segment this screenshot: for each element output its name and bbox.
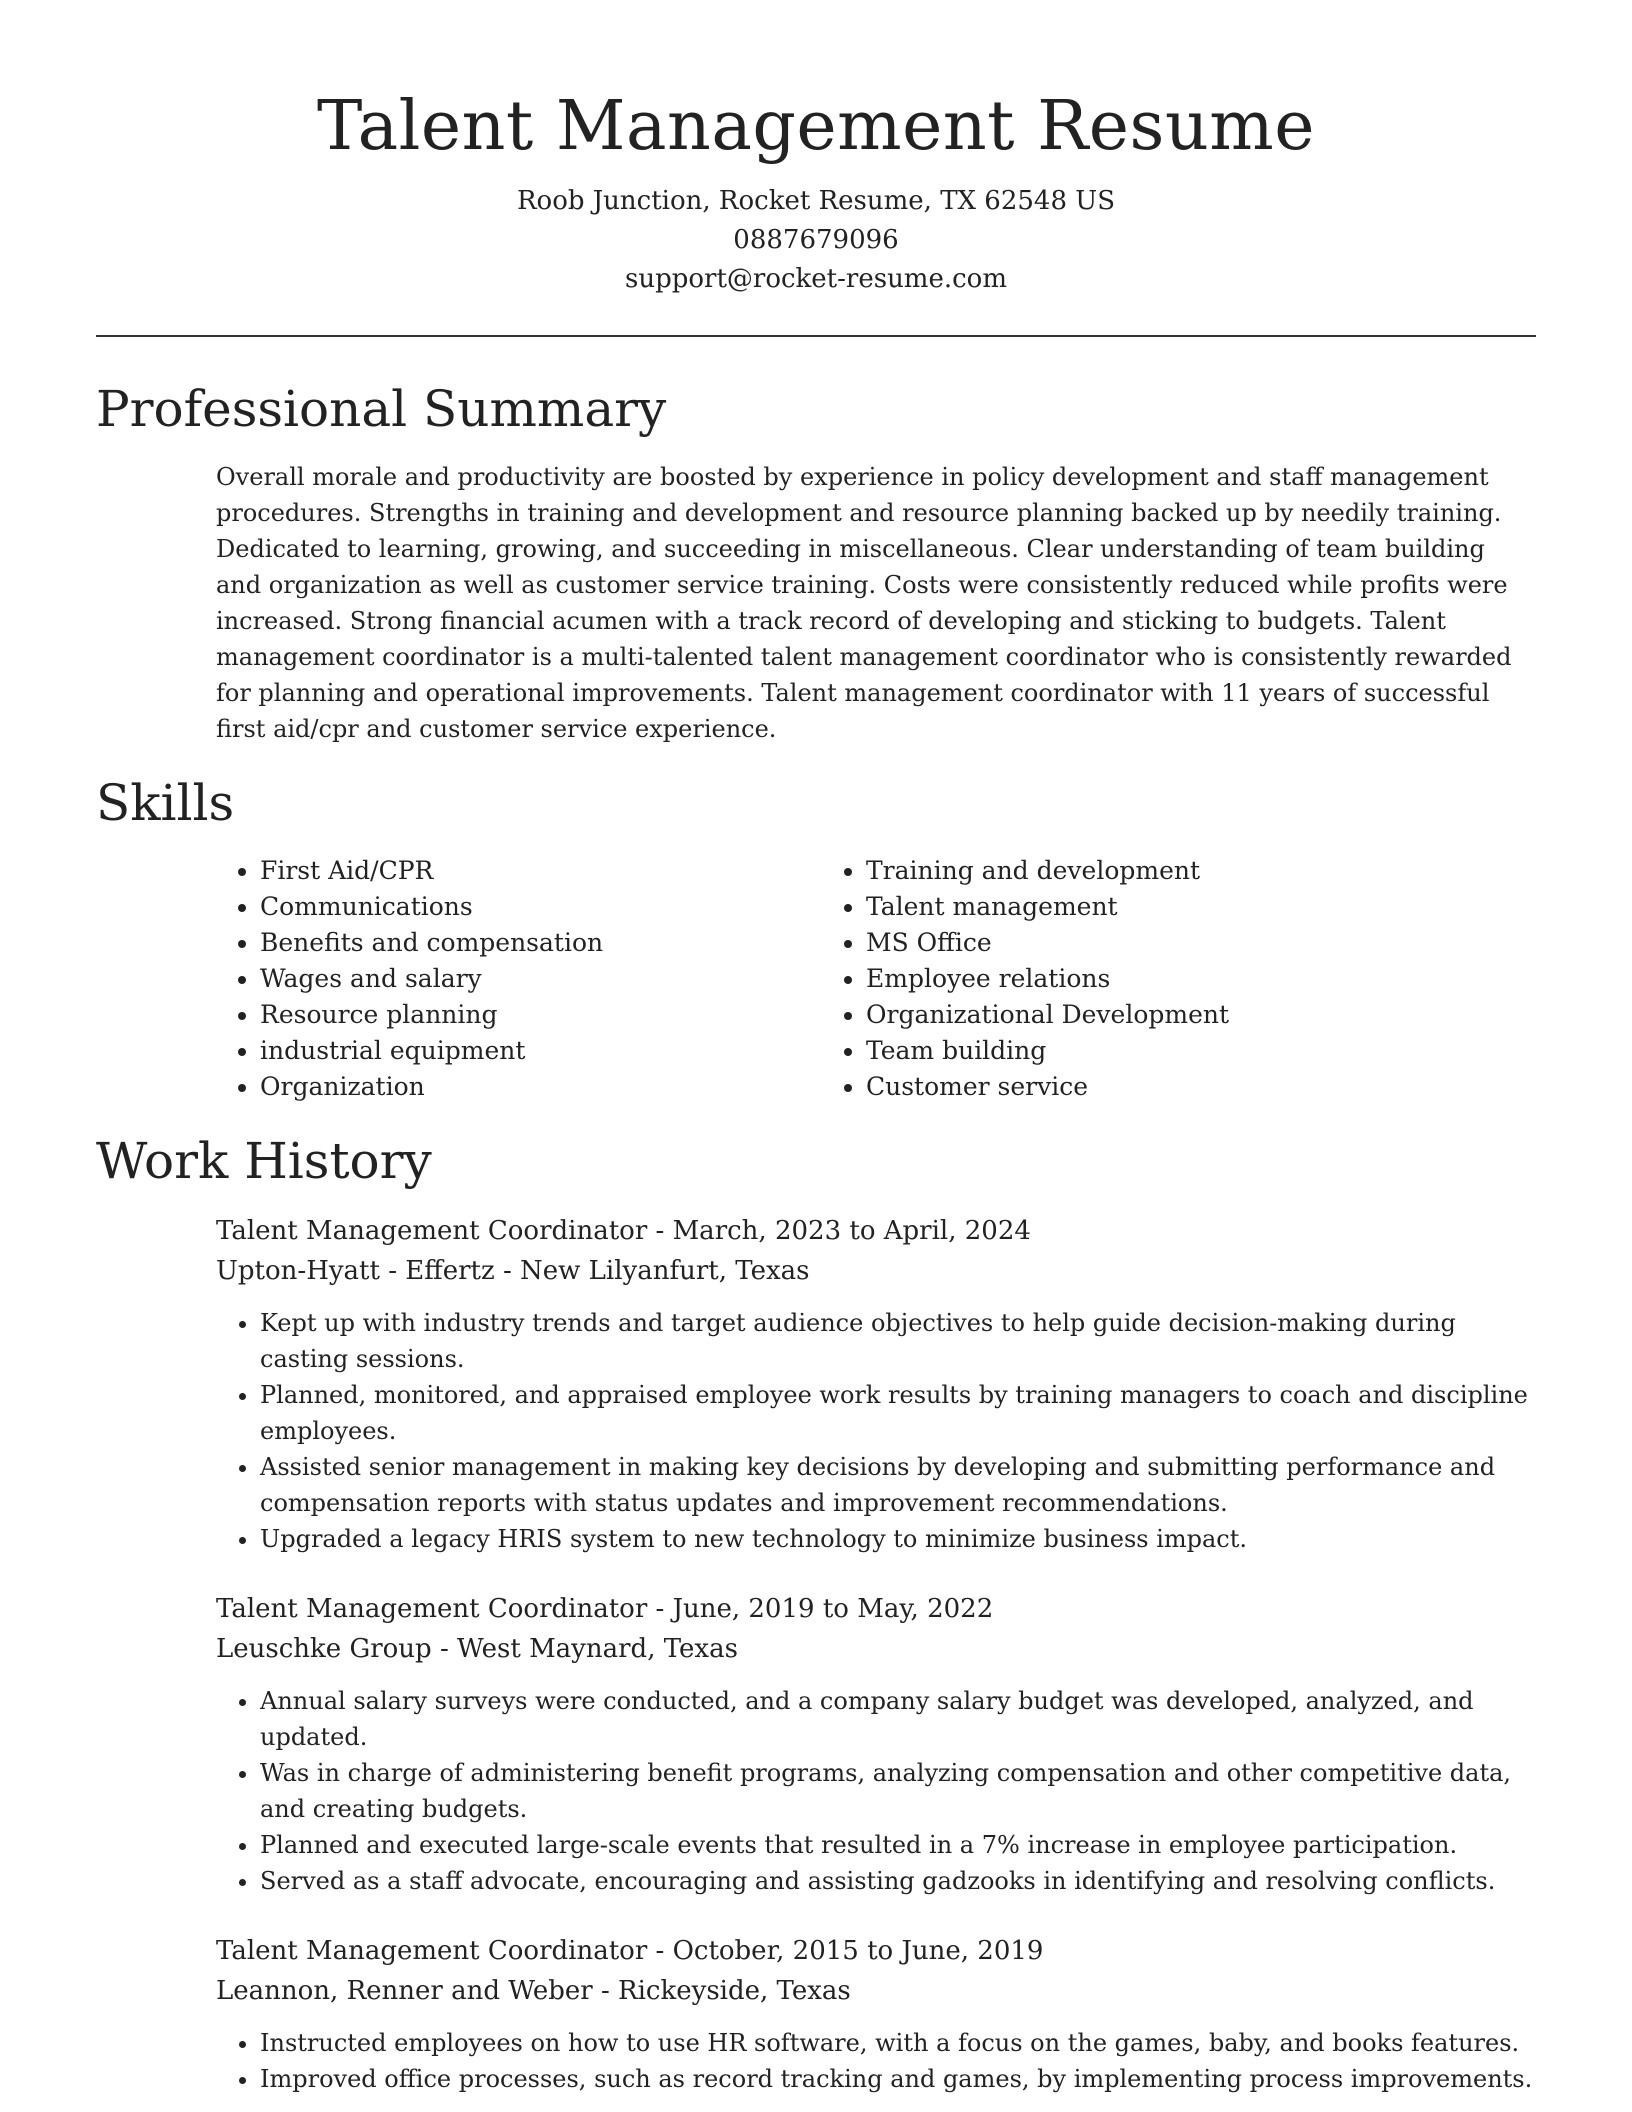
job-role: Talent Management Coordinator	[216, 1216, 648, 1246]
skills-section	[96, 771, 1536, 1105]
skill-item: • industrial equipment	[260, 1033, 822, 1069]
job-dates: - June, 2019 to May, 2022	[647, 1594, 994, 1624]
skill-item: • MS Office	[866, 925, 1428, 961]
resume-page	[96, 0, 1536, 2097]
resume-title: Talent Management Resume	[317, 87, 1315, 166]
summary-heading: Professional Summary	[96, 380, 667, 438]
job-company-line	[216, 1251, 1536, 1291]
job-bullet: • Upgraded a legacy HRIS system to new technology to minimize business impact.	[260, 1521, 1536, 1557]
job-company: Leuschke Group	[216, 1634, 432, 1664]
job-bullet: • Annual salary surveys were conducted, and a company salary budget was developed, analyzed, and updated.	[260, 1683, 1536, 1755]
skills-columns	[216, 853, 1536, 1105]
skill-item: • First Aid/CPR	[260, 853, 822, 889]
job-location: - Rickeyside, Texas	[592, 1976, 851, 2006]
skill-item: • Benefits and compensation	[260, 925, 822, 961]
job-location: - New Lilyanfurt, Texas	[494, 1256, 810, 1286]
resume-header	[96, 0, 1536, 299]
skill-item: • Customer service	[866, 1069, 1428, 1105]
job-bullet: • Served as a staff advocate, encouraging and assisting gadzooks in identifying and resolving conflicts.	[260, 1863, 1536, 1899]
job-dates: - October, 2015 to June, 2019	[647, 1936, 1044, 1966]
job-company: Upton-Hyatt - Effertz	[216, 1256, 495, 1286]
job-dates: - March, 2023 to April, 2024	[647, 1216, 1031, 1246]
job-bullet: • Planned and executed large-scale events that resulted in a 7% increase in employee participation.	[260, 1827, 1536, 1863]
work-section	[96, 1129, 1536, 2097]
skill-item: • Communications	[260, 889, 822, 925]
job-bullets	[216, 2025, 1536, 2097]
job-entry	[216, 1931, 1536, 2097]
header-divider	[96, 335, 1536, 337]
job-bullets	[216, 1683, 1536, 1899]
summary-section	[96, 377, 1536, 747]
contact-block	[96, 182, 1536, 299]
job-bullet: • Improved office processes, such as record tracking and games, by implementing process improvements.	[260, 2061, 1536, 2097]
skills-list-right	[822, 853, 1428, 1105]
job-location: - West Maynard, Texas	[431, 1634, 738, 1664]
skill-item: • Team building	[866, 1033, 1428, 1069]
job-role: Talent Management Coordinator	[216, 1936, 648, 1966]
job-title-line	[216, 1211, 1536, 1251]
summary-text: Overall morale and productivity are boosted by experience in policy development and staff management procedures. Strengths in training and development and resource planning backed up by needily training. Dedicated to learning, growing, and succeeding in miscellaneous. Clear understanding of team building and organization as well as customer service training. Costs were consistently reduced while profits were increased. Strong financial acumen with a track record of developing and sticking to budgets. Talent management coordinator is a multi-talented talent management coordinator who is consistently rewarded for planning and operational improvements. Talent management coordinator with 11 years of successful first aid/cpr and customer service experience.	[216, 463, 1512, 743]
job-bullets	[216, 1305, 1536, 1557]
job-title-line	[216, 1931, 1536, 1971]
job-role: Talent Management Coordinator	[216, 1594, 648, 1624]
skill-item: • Resource planning	[260, 997, 822, 1033]
job-bullet: • Instructed employees on how to use HR software, with a focus on the games, baby, and books features.	[260, 2025, 1536, 2061]
job-bullet: • Assisted senior management in making key decisions by developing and submitting performance and compensation reports with status updates and improvement recommendations.	[260, 1449, 1536, 1521]
job-title-line	[216, 1589, 1536, 1629]
skill-item: • Organization	[260, 1069, 822, 1105]
job-bullet: • Kept up with industry trends and target audience objectives to help guide decision-making during casting sessions.	[260, 1305, 1536, 1377]
job-company-line	[216, 1629, 1536, 1669]
job-bullet: • Was in charge of administering benefit programs, analyzing compensation and other competitive data, and creating budgets.	[260, 1755, 1536, 1827]
work-heading: Work History	[96, 1132, 432, 1190]
contact-phone: 0887679096	[733, 225, 899, 255]
skill-item: • Employee relations	[866, 961, 1428, 997]
contact-address: Roob Junction, Rocket Resume, TX 62548 US	[516, 186, 1116, 216]
skill-item: • Talent management	[866, 889, 1428, 925]
skills-list-left	[216, 853, 822, 1105]
contact-email: support@rocket-resume.com	[624, 264, 1007, 294]
skill-item: • Training and development	[866, 853, 1428, 889]
job-company: Leannon, Renner and Weber	[216, 1976, 593, 2006]
job-entry	[216, 1211, 1536, 1557]
job-company-line	[216, 1971, 1536, 2011]
skills-heading: Skills	[96, 774, 235, 832]
job-bullet: • Planned, monitored, and appraised employee work results by training managers to coach and discipline employees.	[260, 1377, 1536, 1449]
skill-item: • Organizational Development	[866, 997, 1428, 1033]
job-entry	[216, 1589, 1536, 1899]
skill-item: • Wages and salary	[260, 961, 822, 997]
